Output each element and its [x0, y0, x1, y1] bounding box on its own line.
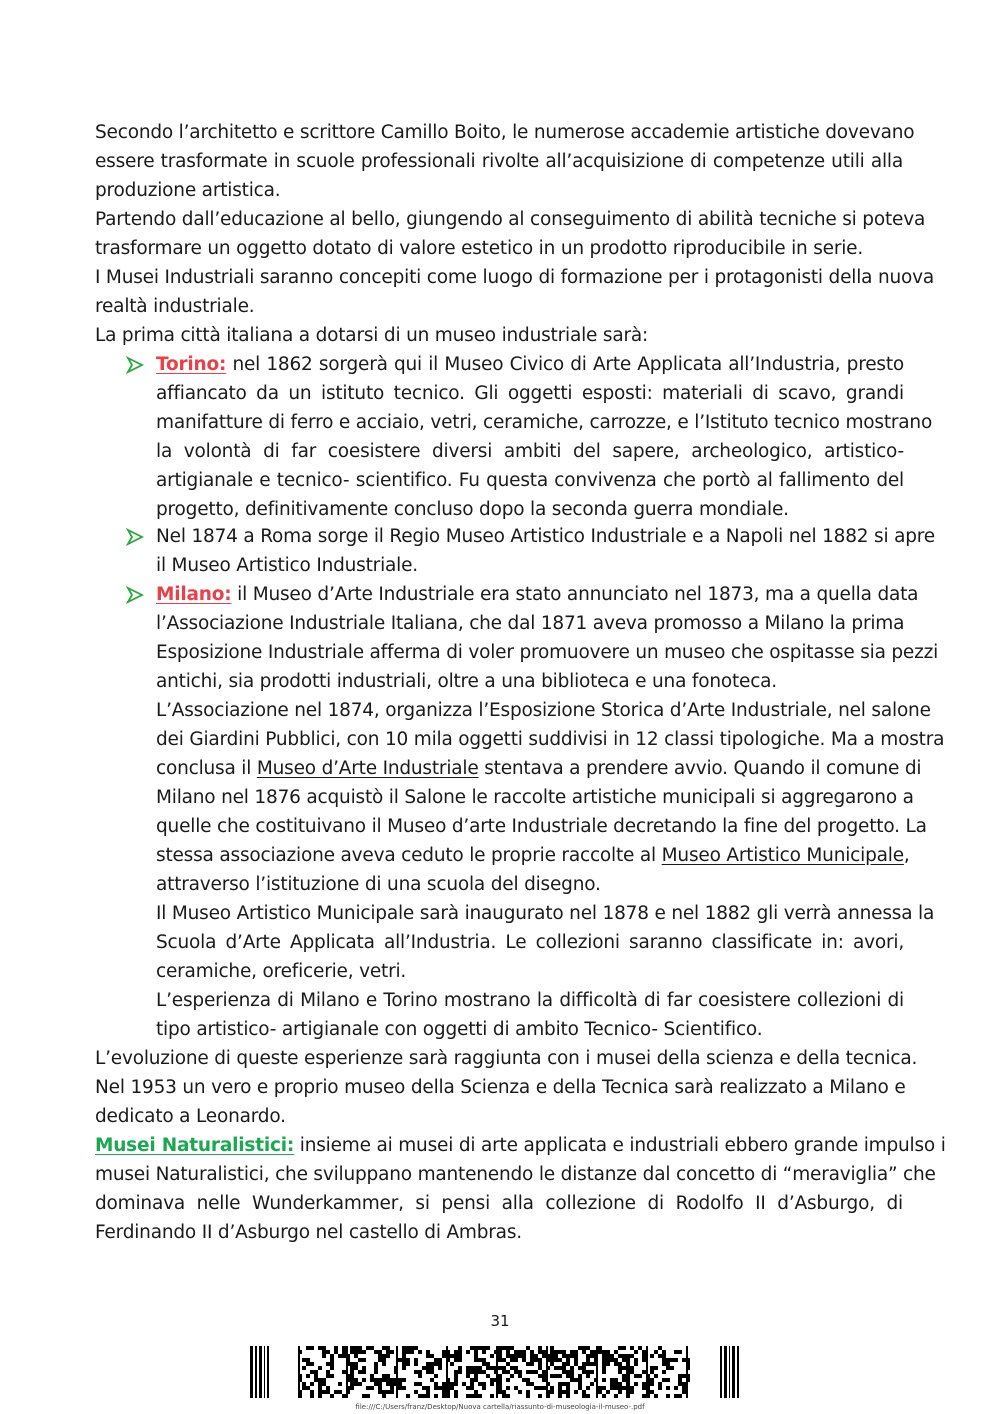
bullet-line: attraverso l’istituzione di una scuola del disegno. — [156, 874, 601, 895]
paragraph-line: trasformare un oggetto dotato di valore estetico in un prodotto riproducibile in serie. — [95, 238, 864, 259]
bullet-torino-first-line: Torino: nel 1862 sorgerà qui il Museo Civico di Arte Applicata all’Industria, presto — [156, 354, 904, 375]
paragraph-line: L’evoluzione di queste esperienze sarà raggiunta con i musei della scienza e della tecnica. — [95, 1048, 918, 1069]
bullet-line: l’Associazione Industriale Italiana, che dal 1871 aveva promosso a Milano la prima — [156, 613, 905, 634]
bullet-line: quelle che costituivano il Museo d’arte Industriale decretando la fine del progetto. La — [156, 816, 927, 837]
arrow-bullet-icon — [126, 528, 144, 546]
bullet-milano-first-line: Milano: il Museo d’Arte Industriale era stato annunciato nel 1873, ma a quella data — [156, 584, 919, 605]
bullet-line: tipo artistico- artigianale con oggetti di ambito Tecnico- Scientifico. — [156, 1019, 763, 1040]
museo-artistico-municipale-link: Museo Artistico Municipale — [661, 845, 904, 866]
bullet-line: affiancato da un istituto tecnico. Gli oggetti esposti: materiali di scavo, grandi — [156, 383, 904, 404]
bullet-line: Nel 1874 a Roma sorge il Regio Museo Artistico Industriale e a Napoli nel 1882 si apre — [156, 526, 935, 547]
paragraph-line: musei Naturalistici, che sviluppano mantenendo le distanze dal concetto di “meraviglia” che — [95, 1164, 936, 1185]
paragraph-line: Secondo l’architetto e scrittore Camillo Boito, le numerose accademie artistiche dovevano — [95, 122, 915, 143]
bullet-line: progetto, definitivamente concluso dopo la seconda guerra mondiale. — [156, 499, 789, 520]
bullet-line: manifatture di ferro e acciaio, vetri, ceramiche, carrozze, e l’Istituto tecnico mostrano — [156, 412, 933, 433]
naturalistici-first-line: Musei Naturalistici: insieme ai musei di arte applicata e industriali ebbero grande impulso i — [95, 1135, 946, 1156]
paragraph-line: dominava nelle Wunderkammer, si pensi alla collezione di Rodolfo II d’Asburgo, di — [95, 1193, 903, 1214]
paragraph-line: produzione artistica. — [95, 180, 281, 201]
bullet-line: la volontà di far coesistere diversi ambiti del sapere, archeologico, artistico- — [156, 441, 904, 462]
bullet-line: stessa associazione aveva ceduto le proprie raccolte al Museo Artistico Municipale, — [156, 845, 910, 866]
bullet-line: antichi, sia prodotti industriali, oltre a una biblioteca e una fonoteca. — [156, 671, 777, 692]
paragraph-line: Nel 1953 un vero e proprio museo della Scienza e della Tecnica sarà realizzato a Milano e — [95, 1077, 906, 1098]
bullet-line: L’Associazione nel 1874, organizza l’Esposizione Storica d’Arte Industriale, nel salone — [156, 700, 931, 721]
paragraph-line: realtà industriale. — [95, 296, 255, 317]
bullet-line: artigianale e tecnico- scientifico. Fu questa convivenza che portò al fallimento del — [156, 470, 904, 491]
paragraph-line: La prima città italiana a dotarsi di un museo industriale sarà: — [95, 325, 649, 346]
paragraph-line: Partendo dall’educazione al bello, giungendo al conseguimento di abilità tecniche si poteva — [95, 209, 926, 230]
bullet-line: Esposizione Industriale afferma di voler promuovere un museo che ospitasse sia pezzi — [156, 642, 939, 663]
bullet-line: Milano nel 1876 acquistò il Salone le raccolte artistiche municipali si aggregarono a — [156, 787, 914, 808]
file-path: file:///C:/Users/franz/Desktop/Nuova cartella/riassunto-di-museologia-il-museo-.pdf — [355, 1403, 645, 1411]
paragraph-line: Ferdinando II d’Asburgo nel castello di Ambras. — [95, 1222, 522, 1243]
musei-naturalistici-label: Musei Naturalistici: — [95, 1135, 295, 1156]
paragraph-line: dedicato a Leonardo. — [95, 1106, 286, 1127]
bullet-line: L’esperienza di Milano e Torino mostrano la difficoltà di far coesistere collezioni di — [156, 990, 904, 1011]
bullet-line: Il Museo Artistico Municipale sarà inaugurato nel 1878 e nel 1882 gli verrà annessa la — [156, 903, 935, 924]
barcode-image — [250, 1346, 740, 1398]
arrow-bullet-icon — [126, 356, 144, 374]
bullet-line: ceramiche, oreficerie, vetri. — [156, 961, 407, 982]
bullet-line: il Museo Artistico Industriale. — [156, 555, 418, 576]
torino-label: Torino: — [156, 354, 227, 375]
paragraph-line: I Musei Industriali saranno concepiti come luogo di formazione per i protagonisti della nuova — [95, 267, 935, 288]
arrow-bullet-icon — [126, 586, 144, 604]
bullet-line: conclusa il Museo d’Arte Industriale stentava a prendere avvio. Quando il comune di — [156, 758, 922, 779]
museo-arte-industriale-link: Museo d’Arte Industriale — [256, 758, 479, 779]
bullet-line: dei Giardini Pubblici, con 10 mila oggetti suddivisi in 12 classi tipologiche. Ma a mostra — [156, 729, 945, 750]
page-number: 31 — [490, 1312, 510, 1330]
milano-label: Milano: — [156, 584, 232, 605]
bullet-line: Scuola d’Arte Applicata all’Industria. Le collezioni saranno classificate in: avori, — [156, 932, 904, 953]
paragraph-line: essere trasformate in scuole professionali rivolte all’acquisizione di competenze utili alla — [95, 151, 903, 172]
